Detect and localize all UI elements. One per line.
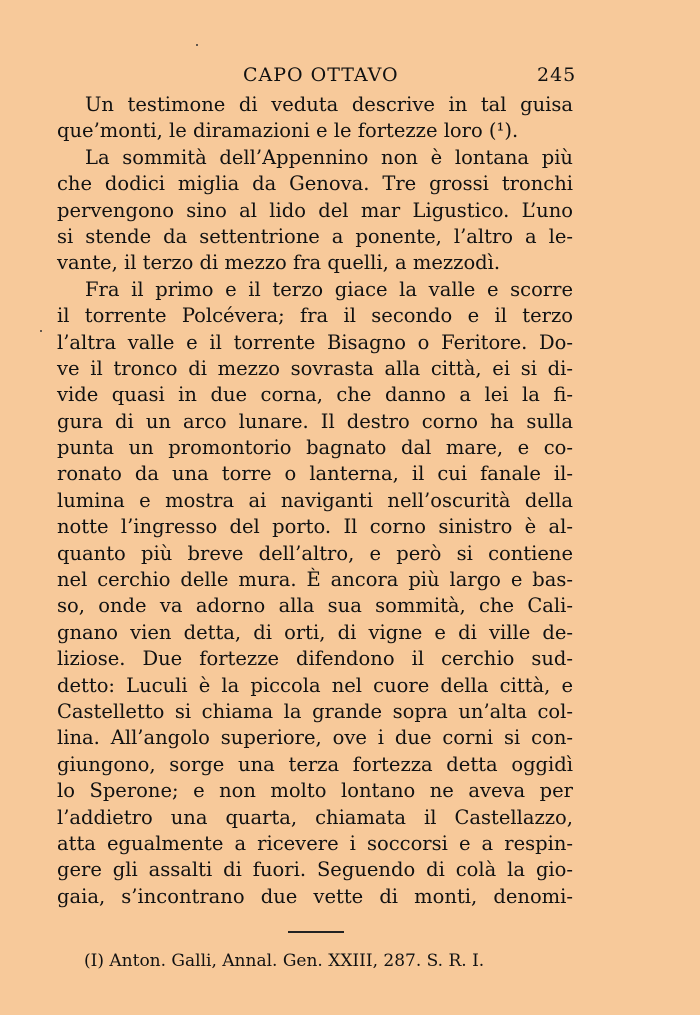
text-line: giungono, sorge una terza fortezza detta oggidì (57, 752, 573, 776)
text-line: l’altra valle e il torrente Bisagno o Feritore. Do- (57, 330, 573, 354)
text-line: vide quasi in due corna, che danno a lei la fi- (57, 383, 573, 407)
running-header (0, 64, 700, 92)
text-line: punta un promontorio bagnato dal mare, e co- (57, 436, 573, 460)
text-line: che dodici miglia da Genova. Tre grossi tronchi (57, 172, 573, 196)
text-line: ronato da una torre o lanterna, il cui fanale il- (57, 462, 573, 486)
text-line: La sommità dell’Appennino non è lontana più (85, 145, 573, 169)
text-line: ve il tronco di mezzo sovrasta alla città, ei si di- (57, 356, 573, 380)
footnote: (I) Anton. Galli, Annal. Gen. XXIII, 287. S. R. I. (84, 951, 485, 971)
text-line: Fra il primo e il terzo giace la valle e scorre (85, 277, 573, 301)
text-line: liziose. Due fortezze difendono il cerchio sud- (57, 647, 573, 671)
text-line: gere gli assalti di fuori. Seguendo di colà la gio- (57, 858, 573, 882)
paper-speck (40, 330, 42, 332)
paper-speck (196, 44, 198, 46)
text-line: il torrente Polcévera; fra il secondo e il terzo (57, 304, 573, 328)
text-line: que’monti, le diramazioni e le fortezze loro (¹). (57, 119, 519, 143)
text-line: atta egualmente a ricevere i soccorsi e a respin- (57, 831, 573, 855)
text-line: so, onde va adorno alla sua sommità, che Cali- (57, 594, 573, 618)
text-line: pervengono sino al lido del mar Ligustico. L’uno (57, 198, 573, 222)
text-line: gnano vien detta, di orti, di vigne e di ville de- (57, 620, 573, 644)
text-line: quanto più breve dell’altro, e però si contiene (57, 541, 573, 565)
footnote-divider (288, 931, 344, 933)
text-line: si stende da settentrione a ponente, l’altro a le- (57, 224, 573, 248)
chapter-title: CAPO OTTAVO (243, 64, 399, 86)
text-line: vante, il terzo di mezzo fra quelli, a mezzodì. (57, 251, 501, 275)
text-line: nel cerchio delle mura. È ancora più largo e bas- (57, 568, 573, 592)
text-line: notte l’ingresso del porto. Il corno sinistro è al- (57, 515, 573, 539)
text-line: lumina e mostra ai naviganti nell’oscurità della (57, 488, 573, 512)
text-line: gaia, s’incontrano due vette di monti, denomi- (57, 884, 573, 908)
text-line: detto: Luculi è la piccola nel cuore della città, e (57, 673, 573, 697)
text-line: Castelletto si chiama la grande sopra un’alta col- (57, 699, 573, 723)
text-line: Un testimone di veduta descrive in tal guisa (85, 93, 573, 116)
text-line: l’addietro una quarta, chiamata il Castellazzo, (57, 805, 573, 829)
text-line: lina. All’angolo superiore, ove i due corni si con- (57, 726, 573, 750)
page-number: 245 (537, 64, 577, 86)
text-line: lo Sperone; e non molto lontano ne aveva per (57, 779, 573, 803)
body-text (57, 92, 573, 910)
text-line: gura di un arco lunare. Il destro corno ha sulla (57, 409, 573, 433)
